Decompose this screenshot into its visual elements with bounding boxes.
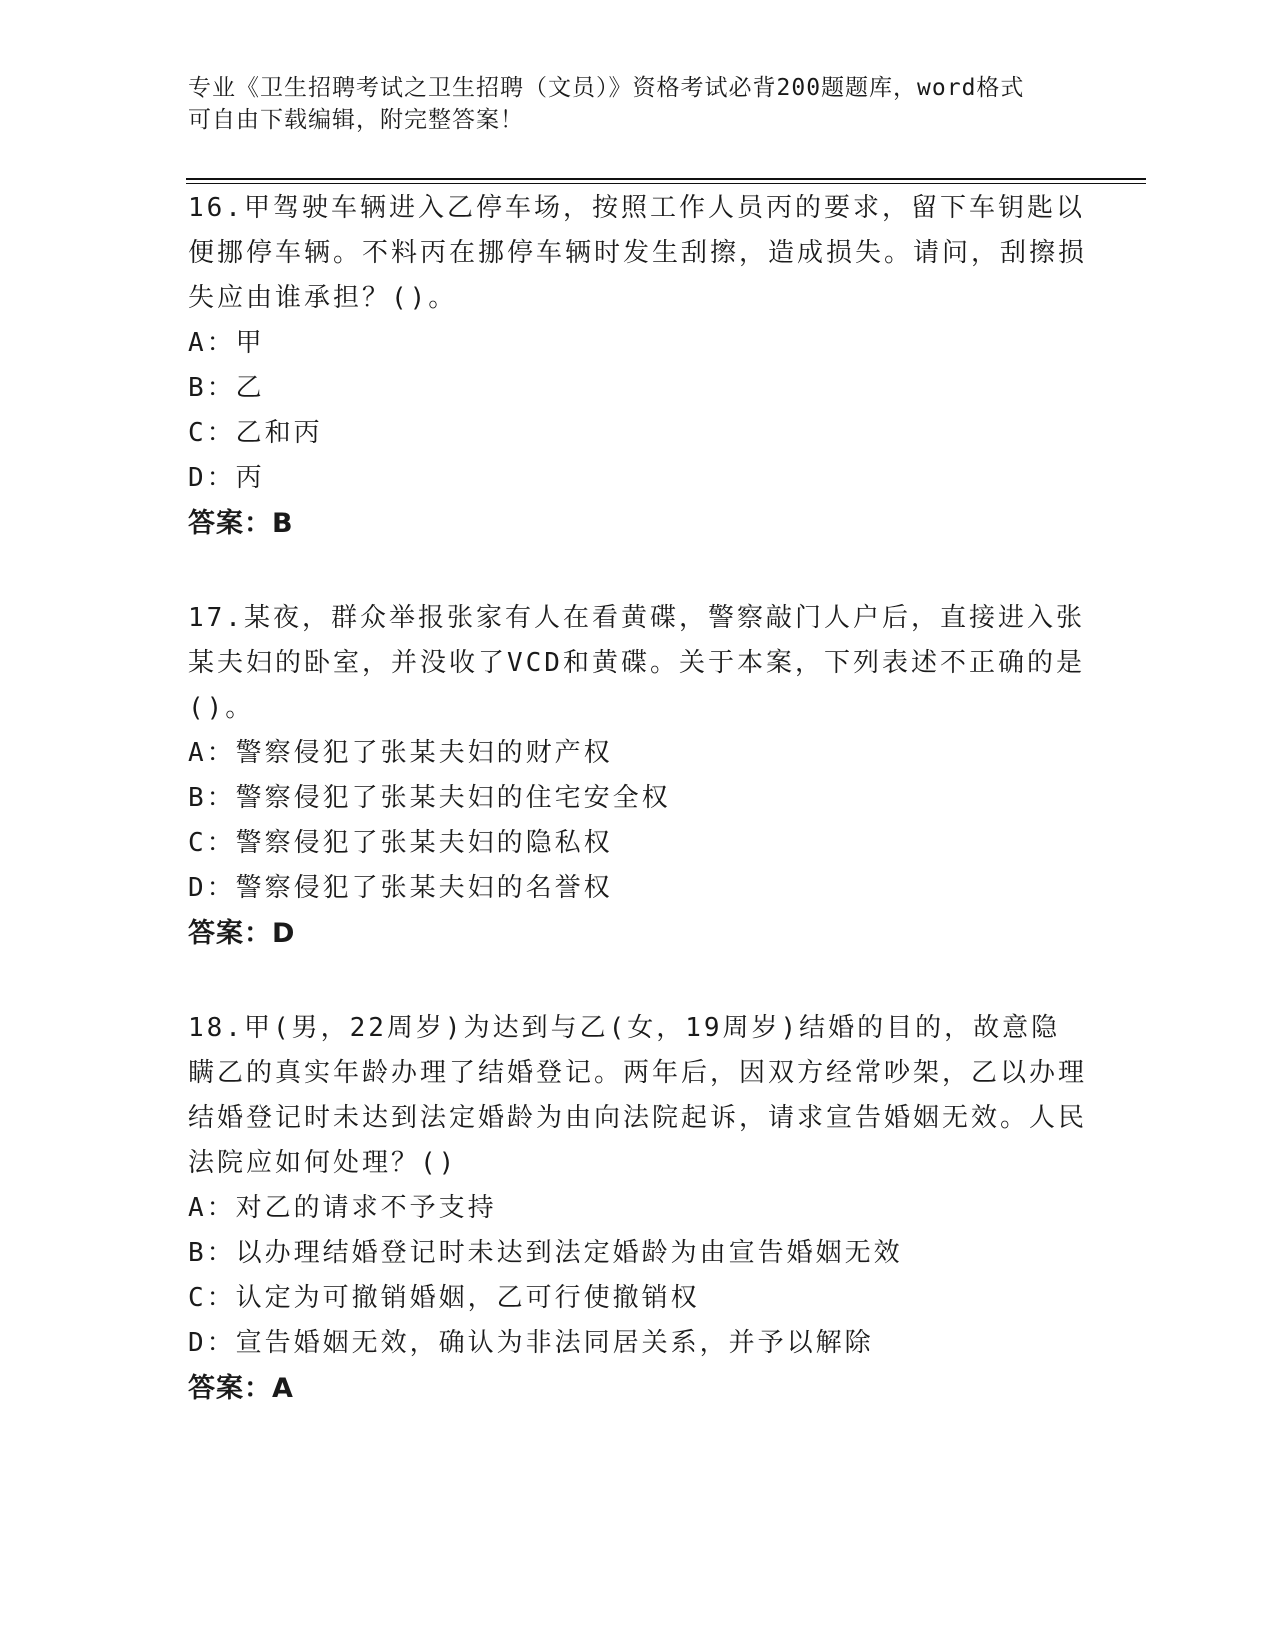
answer-label: 答案：B — [188, 508, 294, 539]
header-line-1: 专业《卫生招聘考试之卫生招聘（文员）》资格考试必背200题题库，word格式 — [188, 75, 1025, 101]
header-line-2: 可自由下载编辑，附完整答案！ — [188, 107, 524, 133]
option-b: B：警察侵犯了张某夫妇的住宅安全权 — [188, 783, 671, 813]
answer-label: 答案：A — [188, 1373, 294, 1404]
header-divider-thin — [186, 183, 1146, 184]
option-a: A：对乙的请求不予支持 — [188, 1193, 497, 1223]
question-16 — [188, 186, 1088, 546]
question-stem: 17.某夜，群众举报张家有人在看黄碟，警察敲门人户后，直接进入张某夫妇的卧室，并没收了VCD和黄碟。关于本案，下列表述不正确的是()。 — [188, 603, 1085, 723]
option-a: A：甲 — [188, 328, 265, 358]
option-c: C：乙和丙 — [188, 418, 323, 448]
option-a: A：警察侵犯了张某夫妇的财产权 — [188, 738, 613, 768]
option-b: B：乙 — [188, 373, 265, 403]
question-17 — [188, 596, 1088, 956]
header-divider-thick — [186, 178, 1146, 180]
option-c: C：认定为可撤销婚姻，乙可行使撤销权 — [188, 1283, 700, 1313]
document-header — [188, 72, 1068, 136]
question-stem: 16.甲驾驶车辆进入乙停车场，按照工作人员丙的要求，留下车钥匙以便挪停车辆。不料丙在挪停车辆时发生刮擦，造成损失。请问，刮擦损失应由谁承担？()。 — [188, 193, 1088, 313]
option-c: C：警察侵犯了张某夫妇的隐私权 — [188, 828, 613, 858]
option-b: B：以办理结婚登记时未达到法定婚龄为由宣告婚姻无效 — [188, 1238, 903, 1268]
option-d: D：警察侵犯了张某夫妇的名誉权 — [188, 873, 613, 903]
option-d: D：宣告婚姻无效，确认为非法同居关系，并予以解除 — [188, 1328, 874, 1358]
answer-label: 答案：D — [188, 918, 296, 949]
question-18 — [188, 1006, 1088, 1411]
option-d: D：丙 — [188, 463, 265, 493]
question-stem: 18.甲(男，22周岁)为达到与乙(女，19周岁)结婚的目的，故意隐瞒乙的真实年龄办理了结婚登记。两年后，因双方经常吵架，乙以办理结婚登记时未达到法定婚龄为由向法院起诉，请求宣告婚姻无效。人民法院应如何处理？() — [188, 1013, 1088, 1178]
